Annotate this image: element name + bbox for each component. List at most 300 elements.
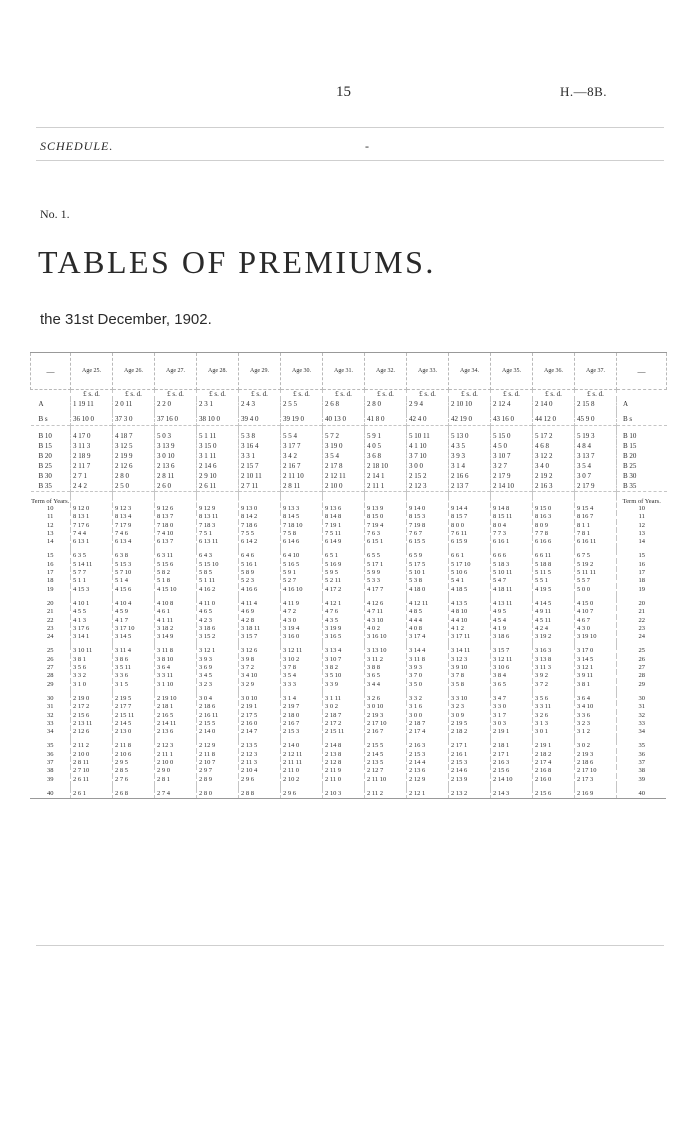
unit-label: £ s. d.	[449, 390, 491, 400]
premium-cell: 2 11 1	[155, 751, 197, 759]
premium-cell: 5 5 7	[575, 577, 617, 585]
row-label: 22	[47, 616, 54, 624]
premium-cell: 2 17 3	[575, 776, 617, 784]
premium-cell: 2 18 6	[197, 703, 239, 711]
schedule-label: SCHEDULE.	[40, 139, 114, 153]
row-label-right: 22	[617, 617, 667, 625]
premium-cell: 2 8 0	[113, 472, 155, 482]
row-label-right: 15	[617, 552, 667, 560]
age-header: Age 26.	[113, 353, 155, 390]
premium-cell: 45 9 0	[575, 415, 617, 425]
row-label: 23	[47, 624, 54, 632]
premium-cell: 5 8 5	[197, 569, 239, 577]
premium-cell: 7 7 8	[533, 530, 575, 538]
row-label-right: 19	[617, 586, 667, 594]
premium-cell: 3 4 7	[491, 695, 533, 703]
premium-cell: 2 8 11	[71, 759, 113, 767]
premium-cell: 40 13 0	[323, 415, 365, 425]
row-label: 25	[47, 647, 54, 655]
premium-cell: 3 0 2	[575, 742, 617, 750]
premium-cell: 5 1 11	[197, 577, 239, 585]
premium-cell: 9 13 3	[281, 505, 323, 513]
premium-cell: 4 15 0	[575, 600, 617, 608]
term-row	[31, 656, 667, 664]
row-label: 31	[47, 703, 54, 711]
premium-cell: 4 12 11	[407, 600, 449, 608]
age-header: Age 36.	[533, 353, 575, 390]
premium-cell: 9 12 0	[71, 505, 113, 513]
premium-cell: 5 16 9	[323, 561, 365, 569]
premium-cell: 9 14 0	[407, 505, 449, 513]
premium-cell: 6 4 3	[197, 552, 239, 560]
premium-cell: 2 8 11	[281, 482, 323, 492]
premium-cell: 2 19 0	[71, 695, 113, 703]
premium-cell: 2 17 4	[533, 759, 575, 767]
premium-cell: 3 11 2	[365, 656, 407, 664]
premium-cell: 8 15 0	[365, 513, 407, 521]
premium-cell: 2 19 3	[575, 751, 617, 759]
age-header: Age 32.	[365, 353, 407, 390]
premium-cell: 9 13 0	[239, 505, 281, 513]
premium-cell: 8 15 11	[491, 513, 533, 521]
term-row	[31, 538, 667, 546]
term-row	[31, 505, 667, 513]
premium-cell: 5 19 2	[575, 561, 617, 569]
row-label: B s	[38, 415, 48, 424]
age-header: Age 25.	[71, 353, 113, 390]
premium-cell: 2 3 1	[197, 399, 239, 409]
row-label: B 30	[38, 472, 52, 480]
premium-cell: 5 5 1	[533, 577, 575, 585]
premium-cell: 4 2 3	[197, 617, 239, 625]
premium-cell: 44 12 0	[533, 415, 575, 425]
row-label-right: 34	[617, 728, 667, 736]
premium-cell: 4 15 6	[113, 586, 155, 594]
premium-cell: 3 8 1	[71, 656, 113, 664]
premium-cell: 3 0 0	[407, 462, 449, 472]
term-row	[31, 569, 667, 577]
premium-cell: 4 16 6	[239, 586, 281, 594]
row-label-right: 18	[617, 577, 667, 585]
premium-cell: 8 15 7	[449, 513, 491, 521]
premium-cell: 4 17 7	[365, 586, 407, 594]
premium-cell: 2 12 11	[323, 472, 365, 482]
premium-cell: 2 14 10	[491, 482, 533, 492]
row-label: 39	[47, 775, 54, 783]
premium-cell: 2 19 10	[155, 695, 197, 703]
term-row	[31, 664, 667, 672]
premium-cell: 2 11 10	[281, 472, 323, 482]
premium-cell: 2 14 0	[281, 742, 323, 750]
premium-cell: 3 19 4	[281, 625, 323, 633]
premium-cell: 2 11 9	[323, 767, 365, 775]
premium-cell: 2 9 6	[239, 776, 281, 784]
premium-cell: 5 4 7	[491, 577, 533, 585]
row-label-right: 24	[617, 633, 667, 641]
premium-cell: 9 13 9	[365, 505, 407, 513]
row-label-right: 17	[617, 569, 667, 577]
premium-cell: 8 16 7	[575, 513, 617, 521]
premium-cell: 3 8 10	[155, 656, 197, 664]
premium-cell: 5 5 4	[281, 432, 323, 442]
premium-cell: 6 16 1	[491, 538, 533, 546]
premium-cell: 4 1 11	[155, 617, 197, 625]
premium-table-body	[31, 390, 667, 799]
premium-cell: 6 15 5	[407, 538, 449, 546]
row-label-right: B 30	[617, 472, 667, 482]
premium-cell: 3 3 6	[113, 672, 155, 680]
premium-cell: 3 19 10	[575, 633, 617, 641]
premium-cell: 2 10 0	[323, 482, 365, 492]
row-label: 30	[47, 694, 54, 702]
premium-cell: 4 1 7	[113, 617, 155, 625]
premium-cell: 3 4 0	[533, 462, 575, 472]
premium-cell: 2 16 3	[491, 759, 533, 767]
premium-cell: 3 17 7	[281, 442, 323, 452]
spacer-cell	[155, 498, 197, 505]
premium-cell: 2 13 6	[155, 462, 197, 472]
row-label-right: B 25	[617, 462, 667, 472]
row-label: 18	[47, 577, 54, 585]
premium-cell: 5 18 3	[491, 561, 533, 569]
premium-cell: 3 0 3	[491, 720, 533, 728]
premium-cell: 8 13 1	[71, 513, 113, 521]
premium-cell: 3 14 1	[71, 633, 113, 641]
premium-cell: 3 1 10	[155, 681, 197, 689]
premium-cell: 3 7 2	[239, 664, 281, 672]
spacer-cell	[491, 498, 533, 505]
premium-cell: 39 19 0	[281, 415, 323, 425]
plan-row	[31, 472, 667, 482]
premium-cell: 4 4 4	[407, 617, 449, 625]
premium-cell: 6 15 9	[449, 538, 491, 546]
premium-cell: 2 11 2	[365, 790, 407, 798]
header-dash-left: —	[31, 353, 71, 390]
premium-cell: 3 18 11	[239, 625, 281, 633]
premium-cell: 2 6 11	[197, 482, 239, 492]
premium-cell: 8 0 9	[533, 522, 575, 530]
premium-cell: 3 4 10	[575, 703, 617, 711]
premium-cell: 5 13 0	[449, 432, 491, 442]
age-header: Age 35.	[491, 353, 533, 390]
premium-cell: 4 5 5	[71, 608, 113, 616]
premium-cell: 2 14 6	[197, 462, 239, 472]
premium-cell: 3 3 1	[239, 452, 281, 462]
premium-cell: 3 1 0	[71, 681, 113, 689]
row-label-right: 30	[617, 695, 667, 703]
premium-cell: 3 4 10	[239, 672, 281, 680]
premium-cell: 2 5 0	[113, 482, 155, 492]
premium-cell: 7 7 3	[491, 530, 533, 538]
premium-cell: 2 12 3	[155, 742, 197, 750]
premium-cell: 2 6 0	[155, 482, 197, 492]
premium-cell: 5 11 5	[533, 569, 575, 577]
premium-cell: 5 2 3	[239, 577, 281, 585]
unit-label: £ s. d.	[113, 390, 155, 400]
premium-cell: 3 2 9	[239, 681, 281, 689]
premium-cell: 7 4 6	[113, 530, 155, 538]
premium-cell: 2 18 1	[491, 742, 533, 750]
premium-cell: 2 11 10	[365, 776, 407, 784]
premium-cell: 3 1 4	[281, 695, 323, 703]
premium-cell: 3 6 5	[491, 681, 533, 689]
premium-cell: 3 12 11	[281, 647, 323, 655]
premium-cell: 2 18 7	[323, 712, 365, 720]
premium-cell: 8 14 2	[239, 513, 281, 521]
premium-cell: 2 11 2	[71, 742, 113, 750]
premium-cell: 3 0 10	[155, 452, 197, 462]
unit-label: £ s. d.	[365, 390, 407, 400]
term-row	[31, 720, 667, 728]
premium-cell: 5 11 11	[575, 569, 617, 577]
premium-cell: 2 15 6	[71, 712, 113, 720]
premium-cell: 3 1 11	[323, 695, 365, 703]
premium-cell: 2 17 8	[323, 462, 365, 472]
row-label-right: 38	[617, 767, 667, 775]
premium-cell: 2 10 6	[113, 751, 155, 759]
premium-cell: 6 4 10	[281, 552, 323, 560]
premium-cell: 2 8 5	[113, 767, 155, 775]
premium-cell: 6 4 6	[239, 552, 281, 560]
row-label: 17	[47, 569, 54, 577]
premium-cell: 2 13 2	[449, 790, 491, 798]
premium-cell: 2 12 3	[239, 751, 281, 759]
row-label-right: 33	[617, 720, 667, 728]
premium-cell: 3 5 0	[407, 681, 449, 689]
premium-cell: 2 15 3	[407, 751, 449, 759]
premium-cell: 3 9 3	[449, 452, 491, 462]
row-label: B 20	[38, 452, 52, 460]
premium-cell: 3 6 4	[155, 664, 197, 672]
premium-cell: 3 17 6	[71, 625, 113, 633]
premium-cell: 3 6 9	[197, 664, 239, 672]
premium-cell: 6 13 7	[155, 538, 197, 546]
premium-cell: 3 9 11	[575, 672, 617, 680]
premium-cell: 2 2 0	[155, 399, 197, 409]
premium-cell: 4 3 5	[449, 442, 491, 452]
row-label: B 35	[38, 481, 52, 490]
premium-cell: 7 5 5	[239, 530, 281, 538]
premium-cell: 3 3 0	[491, 703, 533, 711]
premium-cell: 8 13 4	[113, 513, 155, 521]
premium-cell: 2 10 10	[449, 399, 491, 409]
premium-cell: 8 0 0	[449, 522, 491, 530]
premium-cell: 6 6 6	[491, 552, 533, 560]
premium-cell: 4 1 2	[449, 625, 491, 633]
premium-cell: 6 13 1	[71, 538, 113, 546]
row-label-right: 32	[617, 712, 667, 720]
premium-cell: 3 18 6	[491, 633, 533, 641]
premium-cell: 2 16 9	[575, 790, 617, 798]
premium-cell: 4 10 4	[113, 600, 155, 608]
plan-row	[31, 482, 667, 492]
premium-cell: 8 13 11	[197, 513, 239, 521]
premium-cell: 9 14 4	[449, 505, 491, 513]
premium-cell: 3 1 6	[407, 703, 449, 711]
premium-cell: 2 12 3	[407, 482, 449, 492]
unit-label: £ s. d.	[155, 390, 197, 400]
premium-cell: 2 11 3	[239, 759, 281, 767]
units-spacer	[31, 390, 71, 400]
premium-cell: 4 16 10	[281, 586, 323, 594]
premium-cell: 3 14 4	[407, 647, 449, 655]
premium-cell: 3 2 6	[365, 695, 407, 703]
premium-cell: 5 15 0	[491, 432, 533, 442]
premium-cell: 5 4 1	[449, 577, 491, 585]
premium-cell: 3 0 7	[575, 472, 617, 482]
premium-cell: 2 15 8	[575, 399, 617, 409]
premium-cell: 4 3 0	[575, 625, 617, 633]
term-row	[31, 513, 667, 521]
premium-cell: 2 11 7	[71, 462, 113, 472]
unit-label: £ s. d.	[323, 390, 365, 400]
term-row	[31, 577, 667, 585]
premium-cell: 4 11 4	[239, 600, 281, 608]
premium-cell: 2 16 3	[533, 482, 575, 492]
plan-row	[31, 462, 667, 472]
premium-cell: 3 19 2	[533, 633, 575, 641]
premium-cell: 2 10 0	[71, 751, 113, 759]
premium-cell: 7 17 6	[71, 522, 113, 530]
table-bottom-rule	[30, 798, 666, 799]
premium-cell: 4 8 4	[575, 442, 617, 452]
premium-cell: 3 1 7	[491, 712, 533, 720]
premium-cell: 4 18 11	[491, 586, 533, 594]
row-label-right: 21	[617, 608, 667, 616]
header-dash-right: —	[617, 353, 667, 390]
premium-cell: 42 4 0	[407, 415, 449, 425]
premium-cell: 2 16 1	[449, 751, 491, 759]
premium-cell: 2 11 0	[281, 767, 323, 775]
premium-cell: 5 16 5	[281, 561, 323, 569]
premium-cell: 5 1 11	[197, 432, 239, 442]
premium-cell: 3 1 11	[197, 452, 239, 462]
premium-cell: 2 12 6	[71, 728, 113, 736]
premium-cell: 9 14 8	[491, 505, 533, 513]
premium-cell: 2 16 0	[239, 720, 281, 728]
premium-cell: 8 1 1	[575, 522, 617, 530]
premium-cell: 2 5 5	[281, 399, 323, 409]
premium-cell: 2 7 10	[71, 767, 113, 775]
row-label-right: 23	[617, 625, 667, 633]
premium-cell: 7 6 3	[365, 530, 407, 538]
premium-cell: 5 9 5	[323, 569, 365, 577]
premium-cell: 2 9 7	[197, 767, 239, 775]
row-label-right: B 15	[617, 442, 667, 452]
premium-cell: 2 9 5	[113, 759, 155, 767]
premium-cell: 2 16 11	[197, 712, 239, 720]
premium-cell: 3 0 9	[449, 712, 491, 720]
premium-cell: 43 16 0	[491, 415, 533, 425]
premium-cell: 3 7 8	[449, 672, 491, 680]
premium-cell: 4 6 5	[197, 608, 239, 616]
premium-cell: 3 12 1	[197, 647, 239, 655]
term-row	[31, 530, 667, 538]
row-label: 24	[47, 633, 54, 641]
premium-cell: 5 3 8	[407, 577, 449, 585]
premium-cell: 7 19 4	[365, 522, 407, 530]
premium-cell: 7 4 4	[71, 530, 113, 538]
premium-cell: 2 7 4	[155, 790, 197, 798]
spacer-cell	[407, 498, 449, 505]
premium-cell: 4 5 9	[113, 608, 155, 616]
premium-cell: 3 0 2	[323, 703, 365, 711]
premium-cell: 3 12 5	[113, 442, 155, 452]
premium-cell: 2 16 7	[281, 462, 323, 472]
row-label: 38	[47, 767, 54, 775]
premium-cell: 4 19 5	[533, 586, 575, 594]
premium-cell: 2 17 5	[239, 712, 281, 720]
premium-cell: 2 11 11	[281, 759, 323, 767]
term-label: Term of Years.	[31, 498, 70, 505]
premium-cell: 6 13 11	[197, 538, 239, 546]
premium-cell: 2 17 9	[575, 482, 617, 492]
premium-cell: 2 18 7	[407, 720, 449, 728]
premium-cell: 3 3 10	[449, 695, 491, 703]
row-label: 34	[47, 728, 54, 736]
premium-cell: 2 11 8	[113, 742, 155, 750]
row-label: 40	[47, 789, 54, 797]
age-header: Age 34.	[449, 353, 491, 390]
premium-cell: 2 11 0	[323, 776, 365, 784]
premium-cell: 2 14 1	[365, 472, 407, 482]
premium-cell: 4 18 5	[449, 586, 491, 594]
premium-cell: 4 13 5	[449, 600, 491, 608]
premium-cell: 5 18 8	[533, 561, 575, 569]
premium-cell: 3 5 4	[281, 672, 323, 680]
premium-cell: 36 10 0	[71, 415, 113, 425]
spacer-cell	[449, 498, 491, 505]
premium-cell: 3 15 7	[239, 633, 281, 641]
premium-cell: 3 0 4	[197, 695, 239, 703]
premium-cell: 2 13 5	[239, 742, 281, 750]
premium-cell: 2 19 7	[281, 703, 323, 711]
premium-cell: 2 12 6	[113, 462, 155, 472]
premium-cell: 3 16 0	[281, 633, 323, 641]
premium-cell: 2 17 10	[575, 767, 617, 775]
premium-cell: 8 14 8	[323, 513, 365, 521]
premium-cell: 5 10 11	[407, 432, 449, 442]
premium-cell: 5 1 8	[155, 577, 197, 585]
premium-cell: 7 18 3	[197, 522, 239, 530]
premium-cell: 4 10 7	[575, 608, 617, 616]
row-label-right: 20	[617, 600, 667, 608]
premium-cell: 2 17 1	[449, 742, 491, 750]
premium-cell: 2 14 0	[533, 399, 575, 409]
premium-cell: 6 5 5	[365, 552, 407, 560]
premium-cell: 2 17 10	[365, 720, 407, 728]
premium-cell: 2 15 11	[323, 728, 365, 736]
age-header: Age 33.	[407, 353, 449, 390]
premium-cell: 2 11 8	[197, 751, 239, 759]
row-label: 21	[47, 608, 54, 616]
premium-cell: 2 13 9	[449, 776, 491, 784]
row-label: B 10	[38, 432, 52, 440]
premium-cell: 3 4 5	[197, 672, 239, 680]
premium-cell: 2 9 6	[281, 790, 323, 798]
premium-cell: 2 16 3	[407, 742, 449, 750]
premium-cell: 2 8 8	[239, 790, 281, 798]
premium-cell: 7 5 8	[281, 530, 323, 538]
premium-cell: 2 15 6	[533, 790, 575, 798]
premium-cell: 4 9 5	[491, 608, 533, 616]
premium-cell: 3 12 6	[239, 647, 281, 655]
premium-cell: 2 14 5	[365, 751, 407, 759]
premium-cell: 2 9 10	[197, 472, 239, 482]
premium-cell: 2 16 5	[155, 712, 197, 720]
units-spacer	[617, 390, 667, 400]
unit-label: £ s. d.	[197, 390, 239, 400]
